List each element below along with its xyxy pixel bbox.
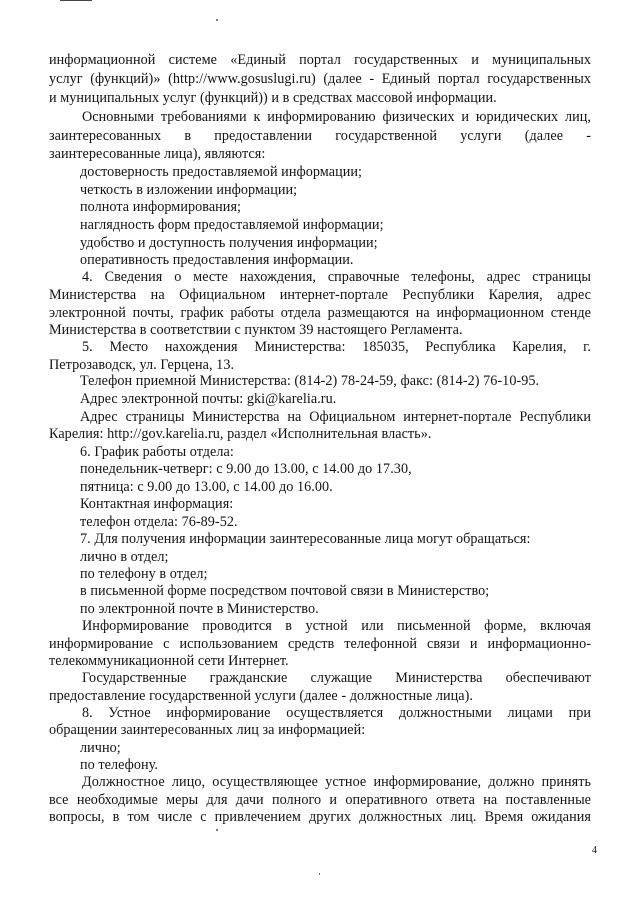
text-line: Информирование проводится в устной или письменной форме, включая [82,618,591,634]
list-item: в письменной форме посредством почтовой связи в Министерство; [80,583,490,599]
text-line: Основными требованиями к информированию физических и юридических лиц, [82,109,591,125]
text-line: и муниципальных услуг (функций)) и в средствах массовой информации. [49,90,497,106]
list-item: по телефону. [80,757,158,773]
text-line: заинтересованных в предоставлении государственной услуги (далее - [49,128,591,144]
list-item: наглядность форм предоставляемой информации; [80,217,384,233]
section-heading: 6. График работы отдела: [80,444,234,460]
text-line: 5. Место нахождения Министерства: 185035, Республика Карелия, г. [82,339,591,355]
text-line: телекоммуникационной сети Интернет. [49,653,289,669]
list-item: по телефону в отдел; [80,566,208,582]
list-item: оперативность предоставления информации. [80,252,354,268]
text-line: 4. Сведения о месте нахождения, справочные телефоны, адрес страницы [82,269,591,285]
text-line: Петрозаводск, ул. Герцена, 13. [49,357,235,373]
text-line: все необходимые меры для дачи полного и оперативного ответа на поставленные [49,792,591,808]
text-line: Контактная информация: [80,496,234,512]
text-line: заинтересованные лица), являются: [49,146,266,162]
list-item: четкость в изложении информации; [80,182,298,198]
text-line: 8. Устное информирование осуществляется должностными лицами при [82,705,591,721]
text-line: 7. Для получения информации заинтересованные лица могут обращаться: [80,531,531,547]
text-line: Государственные гражданские служащие Министерства обеспечивают [82,670,591,686]
list-item: достоверность предоставляемой информации; [80,164,362,180]
list-item: по электронной почте в Министерство. [80,601,319,617]
text-line: вопросы, в том числе с привлечением других должностных лиц. Время ожидания [49,809,591,825]
text-line: предоставление государственной услуги (далее - должностные лица). [49,688,473,704]
text-line: Министерства в соответствии с пунктом 39 настоящего Регламента. [49,322,463,338]
scan-speck [216,19,218,21]
text-line: Карелия: http://gov.karelia.ru, раздел «Исполнительная власть». [49,426,432,442]
text-line: Министерства на Официальном интернет-портале Республики Карелия, адрес [49,287,591,303]
scan-speck [216,829,218,831]
text-line: Должностное лицо, осуществляющее устное информирование, должно принять [82,774,591,790]
text-line: Адрес страницы Министерства на Официальном интернет-портале Республики [80,409,591,425]
page-number: 4 [592,845,597,856]
list-item: лично в отдел; [80,549,169,565]
list-item: полнота информирования; [80,199,242,215]
scan-speck [319,873,320,875]
schedule-line: понедельник-четверг: с 9.00 до 13.00, с 14.00 до 17.30, [80,461,412,477]
phone-line: Телефон приемной Министерства: (814-2) 78-24-59, факс: (814-2) 76-10-95. [80,373,540,389]
text-line: обращении заинтересованных лиц за информацией: [49,722,366,738]
phone-line: телефон отдела: 76-89-52. [80,514,238,530]
list-item: лично; [80,740,121,756]
list-item: удобство и доступность получения информации; [80,235,378,251]
scan-artifact [60,0,92,1]
schedule-line: пятница: с 9.00 до 13.00, с 14.00 до 16.00. [80,479,333,495]
text-line: информирование с использованием средств телефонной связи и информационно- [49,636,591,652]
text-line: электронной почты, график работы отдела размещаются на информационном стенде [49,305,591,321]
email-line: Адрес электронной почты: gki@karelia.ru. [80,391,337,407]
text-line: информационной системе «Единый портал государственных и муниципальных [49,52,591,68]
text-line: услуг (функций)» (http://www.gosuslugi.ru) (далее - Единый портал государственных [49,71,591,87]
